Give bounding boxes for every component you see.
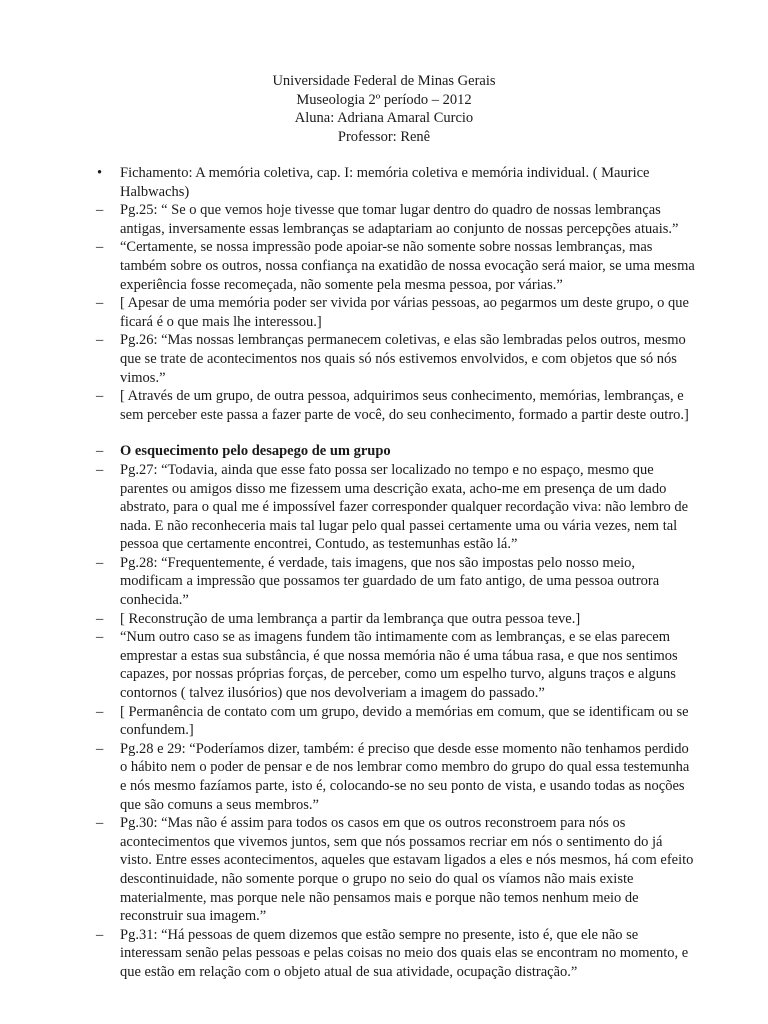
list-item [96,294,696,331]
list-item-text: “Num outro caso se as imagens fundem tão intimamente com as lembranças, e se elas parecem emprestar a estas sua substância, é que nossa memória não é uma tábua rasa, e que nos sentimos capazes, por nossas próprias forças, de perceber, como um espelho turvo, alguns traços e alguns contornos ( talvez ilusórios) que nos devolveriam a imagem do passado.” [120,629,678,702]
list-item [96,703,696,740]
notes-list [96,164,696,982]
list-item [96,814,696,926]
list-item-text: Pg.26: “Mas nossas lembranças permanecem coletivas, e elas são lembradas pelos outros, mesmo que se trate de acontecimentos nos quais só nós estivemos envolvidos, e com objetos que só nós vimos.” [120,332,686,386]
list-item [96,387,696,424]
dash-marker: – [96,443,104,460]
university-name: Universidade Federal de Minas Gerais [272,73,496,89]
list-item-fichamento [96,164,696,201]
dash-marker: – [96,202,104,219]
dash-marker: – [96,461,104,478]
dash-marker: – [96,740,104,757]
list-item [96,554,696,610]
student-name: Aluna: Adriana Amaral Curcio [294,110,474,127]
list-item [96,926,696,982]
dash-marker: – [96,610,104,627]
list-item [96,238,696,294]
dash-marker: – [96,554,104,571]
list-item-text: Pg.27: “Todavia, ainda que esse fato possa ser localizado no tempo e no espaço, mesmo que parentes ou amigos disso me fizessem uma descrição exata, acho-me em presença de um dado abstrato, para o qual me é impossível fazer corresponder qualquer recordação viva: não lembro de nada. E não reconheceria mais tal lugar pelo qual passei certamente uma ou vária vezes, nem tal pessoa que certamente encontrei, Contudo, as testemunhas estão lá.” [120,461,689,553]
bullet-marker: • [97,165,103,181]
list-item [96,201,696,238]
dash-marker: – [96,239,104,256]
list-item-text: [ Através de um grupo, de outra pessoa, adquirimos seus conhecimento, memórias, lembranças, e sem perceber este passa a fazer parte de você, do seu conhecimento, formado a partir deste outro.] [120,388,689,423]
dash-marker: – [96,332,104,349]
list-item-text: Pg.25: “ Se o que vemos hoje tivesse que tomar lugar dentro do quadro de nossas lembranças antigas, inversamente essas lembranças se adaptariam ao conjunto de nossas percepções atuais.” [120,202,679,237]
dash-marker: – [96,703,104,720]
document-header [0,72,768,146]
dash-marker: – [96,926,104,943]
list-item-text: [ Permanência de contato com um grupo, devido a memórias em comum, que se identificam ou se confundem.] [120,703,689,739]
list-item [96,628,696,702]
list-item-text: [ Apesar de uma memória poder ser vivida por várias pessoas, ao pegarmos um deste grupo, o que ficará é o que mais lhe interessou.] [120,295,689,330]
list-item-text: Pg.31: “Há pessoas de quem dizemos que estão sempre no presente, isto é, que ele não se interessam senão pelas pessoas e pelas coisas no meio dos quais elas se encontram no momento, e que estão em relação com o objeto atual de sua atividade, ocupação distração.” [120,926,689,980]
dash-marker: – [96,295,104,312]
list-item-text: Fichamento: A memória coletiva, cap. I: memória coletiva e memória individual. ( Maurice Halbwachs) [120,165,650,200]
dash-marker: – [96,815,104,832]
section-heading [96,442,696,461]
list-item-text: “Certamente, se nossa impressão pode apoiar-se não somente sobre nossas lembranças, mas também sobre os outros, nossa confiança na exatidão de nossa evocação será maior, se uma mesma experiência fosse recomeçada, não somente pela mesma pessoa, por várias.” [120,239,695,293]
list-item-text: Pg.28: “Frequentemente, é verdade, tais imagens, que nos são impostas pelo nosso meio, modificam a impressão que possamos ter guardado de um fato antigo, de uma pessoa outrora conhecida.” [120,554,660,609]
professor-name: Professor: Renê [337,128,431,145]
dash-marker: – [96,388,104,405]
list-item-text: Pg.28 e 29: “Poderíamos dizer, também: é preciso que desde esse momento não tenhamos perdido o hábito nem o poder de pensar e de nos lembrar como membro do grupo do qual essa testemunha e nós mesmo fazíamos parte, isto é, colocando-se no seu ponto de vista, e usando todas as noções que são comuns a seus membros.” [120,740,690,813]
list-item [96,461,696,554]
course-period: Museologia 2º período – 2012 [296,91,472,108]
list-item-text: Pg.30: “Mas não é assim para todos os casos em que os outros reconstroem para nós os acontecimentos que vivemos juntos, sem que nós possamos recriar em nós o sentimento do já visto. Entre esses acontecimentos, aqueles que estavam ligados a eles e nós mesmos, há com efeito descontinuidade, não somente porque o grupo no seio do qual os víamos não mais existe materialmente, mas porque nele não pensamos mais e porque não temos nenhum meio de reconstruir sua imagem.” [120,815,694,925]
list-item [96,740,696,814]
list-item [96,331,696,387]
list-item-text: [ Reconstrução de uma lembrança a partir da lembrança que outra pessoa teve.] [120,610,581,627]
section-heading-text: O esquecimento pelo desapego de um grupo [120,443,391,460]
dash-marker: – [96,629,104,646]
list-item [96,610,696,629]
